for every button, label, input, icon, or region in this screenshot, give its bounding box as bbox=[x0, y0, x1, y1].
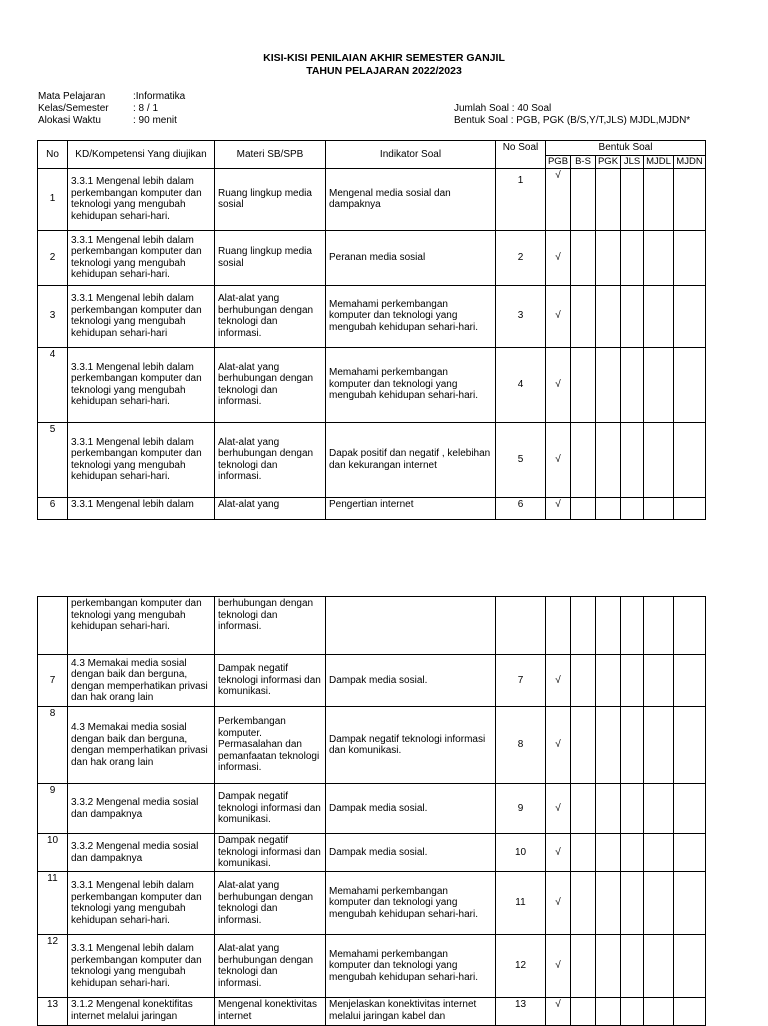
empty-cell bbox=[571, 707, 596, 784]
empty-cell bbox=[571, 935, 596, 998]
empty-cell bbox=[644, 285, 674, 347]
table-row bbox=[38, 655, 706, 707]
empty-cell bbox=[596, 230, 621, 285]
table-row bbox=[38, 707, 706, 784]
kisi-kisi-table-page2 bbox=[37, 596, 706, 1026]
document-title: KISI-KISI PENILAIAN AKHIR SEMESTER GANJIL bbox=[263, 52, 505, 64]
col-pgb-header: PGB bbox=[546, 155, 571, 168]
col-bentuk-header: Bentuk Soal bbox=[546, 141, 706, 156]
empty-cell bbox=[644, 230, 674, 285]
empty-cell bbox=[644, 347, 674, 422]
empty-cell bbox=[621, 784, 644, 834]
empty-cell bbox=[674, 497, 706, 519]
empty-cell bbox=[621, 230, 644, 285]
empty-cell bbox=[596, 707, 621, 784]
empty-cell bbox=[644, 707, 674, 784]
empty-cell bbox=[596, 168, 621, 230]
empty-cell bbox=[546, 597, 571, 655]
row-materi-text: Dampak negatif teknologi informasi dan komunikasi. bbox=[215, 834, 326, 872]
empty-cell bbox=[571, 597, 596, 655]
empty-cell bbox=[644, 497, 674, 519]
empty-cell bbox=[571, 497, 596, 519]
empty-cell bbox=[621, 285, 644, 347]
row-no-soal: 8 bbox=[496, 707, 546, 784]
check-mark: √ bbox=[546, 655, 571, 707]
col-indikator-header: Indikator Soal bbox=[326, 141, 496, 169]
empty-cell bbox=[644, 872, 674, 935]
row-kd-text: 3.3.2 Mengenal media sosial dan dampaknya bbox=[68, 784, 215, 834]
empty-cell bbox=[571, 230, 596, 285]
col-materi-header: Materi SB/SPB bbox=[215, 141, 326, 169]
empty-cell bbox=[596, 655, 621, 707]
row-indikator-text: Dampak media sosial. bbox=[326, 784, 496, 834]
empty-cell bbox=[596, 422, 621, 497]
row-kd-text: 3.3.2 Mengenal media sosial dan dampaknya bbox=[68, 834, 215, 872]
row-kd-text: 3.3.1 Mengenal lebih dalam perkembangan komputer dan teknologi yang mengubah kehidupan sehari-hari. bbox=[68, 168, 215, 230]
row-indikator-text bbox=[326, 597, 496, 655]
row-no-soal: 3 bbox=[496, 285, 546, 347]
col-nosoal-header: No Soal bbox=[496, 141, 546, 169]
empty-cell bbox=[621, 597, 644, 655]
row-number: 8 bbox=[38, 707, 68, 784]
row-number: 4 bbox=[38, 347, 68, 422]
row-kd-text: perkembangan komputer dan teknologi yang mengubah kehidupan sehari-hari. bbox=[68, 597, 215, 655]
empty-cell bbox=[644, 998, 674, 1026]
row-no-soal: 12 bbox=[496, 935, 546, 998]
row-indikator-text: Memahami perkembangan komputer dan teknologi yang mengubah kehidupan sehari-hari. bbox=[326, 872, 496, 935]
empty-cell bbox=[674, 168, 706, 230]
row-number: 9 bbox=[38, 784, 68, 834]
empty-cell bbox=[621, 872, 644, 935]
mapel-value: :Informatika bbox=[133, 91, 186, 102]
empty-cell bbox=[674, 872, 706, 935]
row-no-soal: 10 bbox=[496, 834, 546, 872]
row-number: 11 bbox=[38, 872, 68, 935]
empty-cell bbox=[571, 285, 596, 347]
row-materi-text: berhubungan dengan teknologi dan informasi. bbox=[215, 597, 326, 655]
table-row bbox=[38, 872, 706, 935]
table-row bbox=[38, 497, 706, 519]
empty-cell bbox=[621, 998, 644, 1026]
row-no-soal: 13 bbox=[496, 998, 546, 1026]
row-indikator-text: Pengertian internet bbox=[326, 497, 496, 519]
row-no-soal: 4 bbox=[496, 347, 546, 422]
row-kd-text: 3.3.1 Mengenal lebih dalam perkembangan komputer dan teknologi yang mengubah kehidupan sehari-hari. bbox=[68, 935, 215, 998]
empty-cell bbox=[644, 168, 674, 230]
row-kd-text: 3.3.1 Mengenal lebih dalam perkembangan komputer dan teknologi yang mengubah kehidupan sehari-hari bbox=[68, 285, 215, 347]
col-no-header: No bbox=[38, 141, 68, 169]
check-mark: √ bbox=[546, 872, 571, 935]
col-bs-header: B-S bbox=[571, 155, 596, 168]
row-indikator-text: Memahami perkembangan komputer dan teknologi yang mengubah kehidupan sehari-hari. bbox=[326, 347, 496, 422]
empty-cell bbox=[596, 597, 621, 655]
empty-cell bbox=[674, 784, 706, 834]
col-mjdn-header: MJDN bbox=[674, 155, 706, 168]
row-number: 7 bbox=[38, 655, 68, 707]
check-mark: √ bbox=[546, 285, 571, 347]
empty-cell bbox=[596, 834, 621, 872]
empty-cell bbox=[596, 784, 621, 834]
row-materi-text: Ruang lingkup media sosial bbox=[215, 168, 326, 230]
check-mark: √ bbox=[546, 230, 571, 285]
row-indikator-text: Dampak media sosial. bbox=[326, 834, 496, 872]
table-header-row bbox=[38, 141, 706, 156]
row-materi-text: Perkembangan komputer. Permasalahan dan pemanfaatan teknologi informasi. bbox=[215, 707, 326, 784]
empty-cell bbox=[674, 834, 706, 872]
row-indikator-text: Peranan media sosial bbox=[326, 230, 496, 285]
check-mark: √ bbox=[546, 998, 571, 1026]
empty-cell bbox=[644, 935, 674, 998]
row-materi-text: Alat-alat yang berhubungan dengan teknologi dan informasi. bbox=[215, 285, 326, 347]
row-indikator-text: Dampak media sosial. bbox=[326, 655, 496, 707]
row-materi-text: Alat-alat yang berhubungan dengan teknologi dan informasi. bbox=[215, 935, 326, 998]
check-mark: √ bbox=[546, 168, 571, 230]
table-row bbox=[38, 285, 706, 347]
check-mark: √ bbox=[546, 707, 571, 784]
empty-cell bbox=[674, 285, 706, 347]
empty-cell bbox=[644, 784, 674, 834]
row-indikator-text: Mengenal media sosial dan dampaknya bbox=[326, 168, 496, 230]
empty-cell bbox=[621, 935, 644, 998]
row-number: 2 bbox=[38, 230, 68, 285]
row-no-soal: 1 bbox=[496, 168, 546, 230]
kelas-label: Kelas/Semester bbox=[38, 103, 109, 114]
row-kd-text: 3.3.1 Mengenal lebih dalam perkembangan komputer dan teknologi yang mengubah kehidupan sehari-hari. bbox=[68, 872, 215, 935]
check-mark: √ bbox=[546, 497, 571, 519]
empty-cell bbox=[596, 998, 621, 1026]
empty-cell bbox=[674, 998, 706, 1026]
row-materi-text: Alat-alat yang bbox=[215, 497, 326, 519]
empty-cell bbox=[596, 497, 621, 519]
row-materi-text: Alat-alat yang berhubungan dengan teknologi dan informasi. bbox=[215, 422, 326, 497]
empty-cell bbox=[674, 230, 706, 285]
empty-cell bbox=[674, 422, 706, 497]
row-kd-text: 4.3 Memakai media sosial dengan baik dan berguna, dengan memperhatikan privasi dan hak orang lain bbox=[68, 655, 215, 707]
waktu-value: : 90 menit bbox=[133, 115, 177, 126]
empty-cell bbox=[571, 784, 596, 834]
jumlah-soal: Jumlah Soal : 40 Soal bbox=[454, 103, 552, 114]
empty-cell bbox=[674, 347, 706, 422]
document-year: TAHUN PELAJARAN 2022/2023 bbox=[306, 65, 462, 77]
row-indikator-text: Menjelaskan konektivitas internet melalui jaringan kabel dan bbox=[326, 998, 496, 1026]
empty-cell bbox=[621, 497, 644, 519]
empty-cell bbox=[674, 597, 706, 655]
empty-cell bbox=[621, 834, 644, 872]
kisi-kisi-table-page1 bbox=[37, 140, 706, 520]
empty-cell bbox=[644, 597, 674, 655]
table-row bbox=[38, 998, 706, 1026]
row-kd-text: 3.3.1 Mengenal lebih dalam perkembangan komputer dan teknologi yang mengubah kehidupan sehari-hari. bbox=[68, 422, 215, 497]
check-mark: √ bbox=[546, 347, 571, 422]
row-no-soal: 6 bbox=[496, 497, 546, 519]
row-kd-text: 3.3.1 Mengenal lebih dalam perkembangan komputer dan teknologi yang mengubah kehidupan sehari-hari. bbox=[68, 347, 215, 422]
col-mjdl-header: MJDL bbox=[644, 155, 674, 168]
empty-cell bbox=[571, 834, 596, 872]
empty-cell bbox=[571, 168, 596, 230]
table-row bbox=[38, 834, 706, 872]
row-no-soal: 9 bbox=[496, 784, 546, 834]
empty-cell bbox=[644, 655, 674, 707]
empty-cell bbox=[571, 422, 596, 497]
empty-cell bbox=[571, 655, 596, 707]
empty-cell bbox=[621, 347, 644, 422]
row-number: 12 bbox=[38, 935, 68, 998]
row-number: 1 bbox=[38, 168, 68, 230]
row-materi-text: Alat-alat yang berhubungan dengan teknologi dan informasi. bbox=[215, 347, 326, 422]
bentuk-soal: Bentuk Soal : PGB, PGK (B/S,Y/T,JLS) MJDL,MJDN* bbox=[454, 115, 691, 126]
row-no-soal: 2 bbox=[496, 230, 546, 285]
kelas-value: : 8 / 1 bbox=[133, 103, 159, 114]
row-materi-text: Dampak negatif teknologi informasi dan komunikasi. bbox=[215, 784, 326, 834]
row-kd-text: 3.3.1 Mengenal lebih dalam perkembangan komputer dan teknologi yang mengubah kehidupan sehari-hari. bbox=[68, 230, 215, 285]
table-row bbox=[38, 597, 706, 655]
col-kd-header: KD/Kompetensi Yang diujikan bbox=[68, 141, 215, 169]
empty-cell bbox=[674, 935, 706, 998]
row-number bbox=[38, 597, 68, 655]
row-indikator-text: Memahami perkembangan komputer dan teknologi yang mengubah kehidupan sehari-hari. bbox=[326, 935, 496, 998]
row-number: 10 bbox=[38, 834, 68, 872]
mapel-label: Mata Pelajaran bbox=[38, 91, 106, 102]
row-indikator-text: Memahami perkembangan komputer dan teknologi yang mengubah kehidupan sehari-hari. bbox=[326, 285, 496, 347]
table-row bbox=[38, 784, 706, 834]
empty-cell bbox=[644, 422, 674, 497]
table-row bbox=[38, 422, 706, 497]
empty-cell bbox=[596, 285, 621, 347]
col-jls-header: JLS bbox=[621, 155, 644, 168]
table-row bbox=[38, 347, 706, 422]
row-kd-text: 3.3.1 Mengenal lebih dalam bbox=[68, 497, 215, 519]
empty-cell bbox=[674, 655, 706, 707]
row-indikator-text: Dampak negatif teknologi informasi dan komunikasi. bbox=[326, 707, 496, 784]
row-number: 6 bbox=[38, 497, 68, 519]
check-mark: √ bbox=[546, 422, 571, 497]
row-no-soal: 7 bbox=[496, 655, 546, 707]
row-no-soal: 11 bbox=[496, 872, 546, 935]
empty-cell bbox=[571, 347, 596, 422]
check-mark: √ bbox=[546, 784, 571, 834]
empty-cell bbox=[621, 168, 644, 230]
empty-cell bbox=[674, 707, 706, 784]
row-materi-text: Mengenal konektivitas internet bbox=[215, 998, 326, 1026]
table-row bbox=[38, 230, 706, 285]
check-mark: √ bbox=[546, 935, 571, 998]
empty-cell bbox=[571, 872, 596, 935]
empty-cell bbox=[571, 998, 596, 1026]
row-materi-text: Alat-alat yang berhubungan dengan teknologi dan informasi. bbox=[215, 872, 326, 935]
empty-cell bbox=[621, 655, 644, 707]
empty-cell bbox=[596, 872, 621, 935]
row-materi-text: Ruang lingkup media sosial bbox=[215, 230, 326, 285]
empty-cell bbox=[621, 707, 644, 784]
table-row bbox=[38, 935, 706, 998]
empty-cell bbox=[596, 347, 621, 422]
row-materi-text: Dampak negatif teknologi informasi dan komunikasi. bbox=[215, 655, 326, 707]
check-mark: √ bbox=[546, 834, 571, 872]
row-number: 3 bbox=[38, 285, 68, 347]
empty-cell bbox=[621, 422, 644, 497]
row-number: 5 bbox=[38, 422, 68, 497]
col-pgk-header: PGK bbox=[596, 155, 621, 168]
table-row bbox=[38, 168, 706, 230]
row-number: 13 bbox=[38, 998, 68, 1026]
row-no-soal: 5 bbox=[496, 422, 546, 497]
empty-cell bbox=[644, 834, 674, 872]
empty-cell bbox=[596, 935, 621, 998]
row-kd-text: 3.1.2 Mengenal konektifitas internet melalui jaringan bbox=[68, 998, 215, 1026]
row-no-soal bbox=[496, 597, 546, 655]
waktu-label: Alokasi Waktu bbox=[38, 115, 101, 126]
row-indikator-text: Dapak positif dan negatif , kelebihan dan kekurangan internet bbox=[326, 422, 496, 497]
row-kd-text: 4.3 Memakai media sosial dengan baik dan berguna, dengan memperhatikan privasi dan hak orang lain bbox=[68, 707, 215, 784]
